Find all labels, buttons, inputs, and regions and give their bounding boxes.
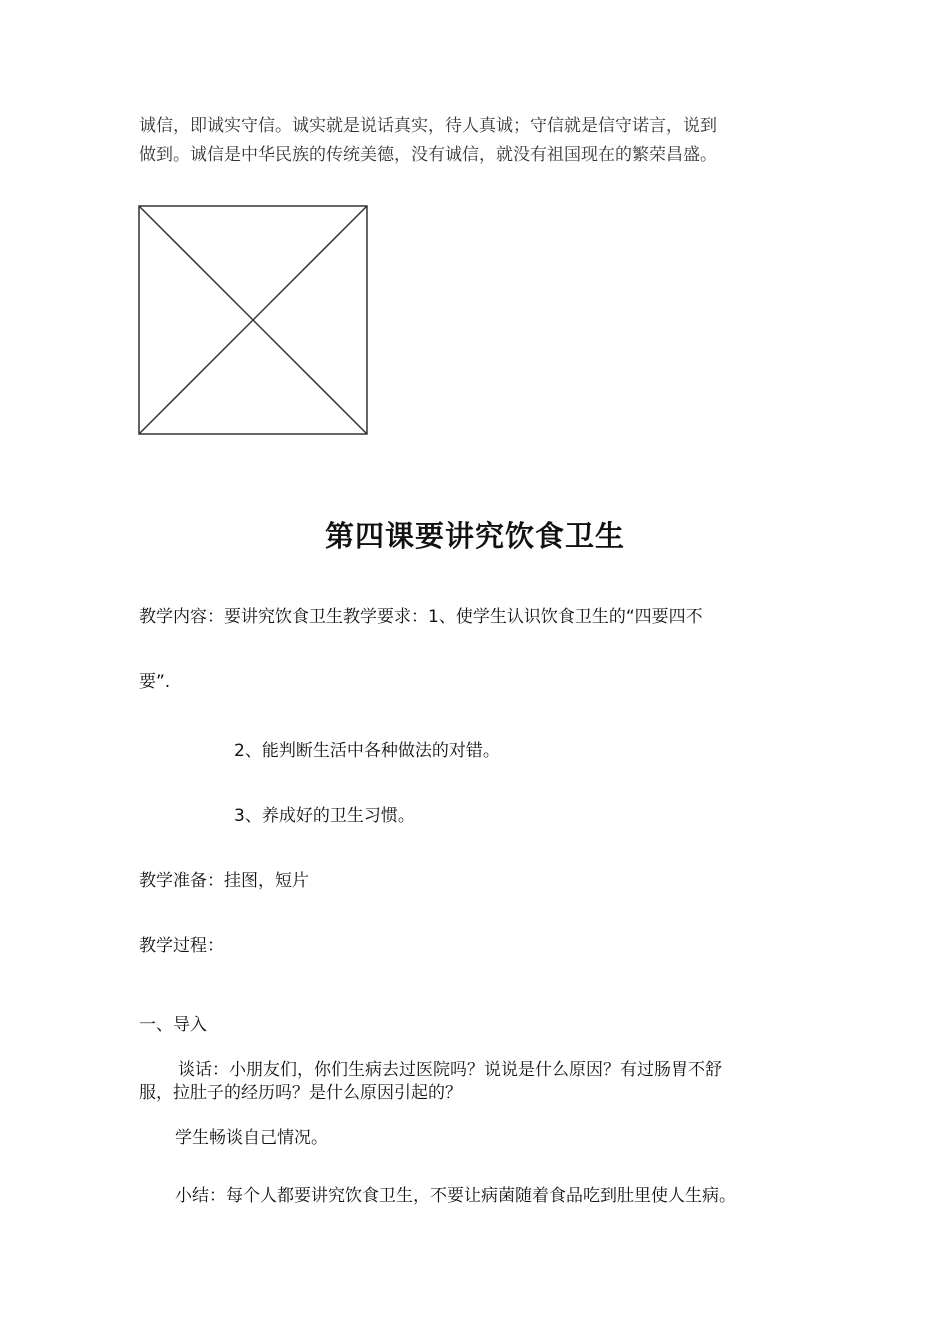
intro-line-2: 做到。诚信是中华民族的传统美德，没有诚信，就没有祖国现在的繁荣昌盛。 xyxy=(139,145,717,165)
teaching-content-line-2: 要”. xyxy=(139,672,171,692)
requirement-3: 3、养成好的卫生习惯。 xyxy=(234,806,415,826)
talk-line-1: 谈话：小朋友们，你们生病去过医院吗？说说是什么原因？有过肠胃不舒 xyxy=(178,1060,722,1080)
students-discuss: 学生畅谈自己情况。 xyxy=(175,1128,328,1148)
summary: 小结：每个人都要讲究饮食卫生，不要让病菌随着食品吃到肚里使人生病。 xyxy=(175,1186,736,1206)
intro-paragraph xyxy=(139,112,819,170)
section-introduction-heading: 一、导入 xyxy=(139,1015,207,1035)
intro-line-1: 诚信，即诚实守信。诚实就是说话真实，待人真诚；守信就是信守诺言，说到 xyxy=(139,116,717,136)
talk-line-2: 服，拉肚子的经历吗？是什么原因引起的？ xyxy=(139,1083,462,1103)
lesson-title: 第四课要讲究饮食卫生 xyxy=(324,519,625,553)
teaching-preparation: 教学准备：挂图，短片 xyxy=(139,871,309,891)
image-placeholder-box xyxy=(138,205,370,437)
teaching-process-heading: 教学过程： xyxy=(139,936,224,956)
requirement-2: 2、能判断生活中各种做法的对错。 xyxy=(234,741,500,761)
teaching-content-line-1: 教学内容：要讲究饮食卫生教学要求：1、使学生认识饮食卫生的“四要四不 xyxy=(139,607,703,627)
